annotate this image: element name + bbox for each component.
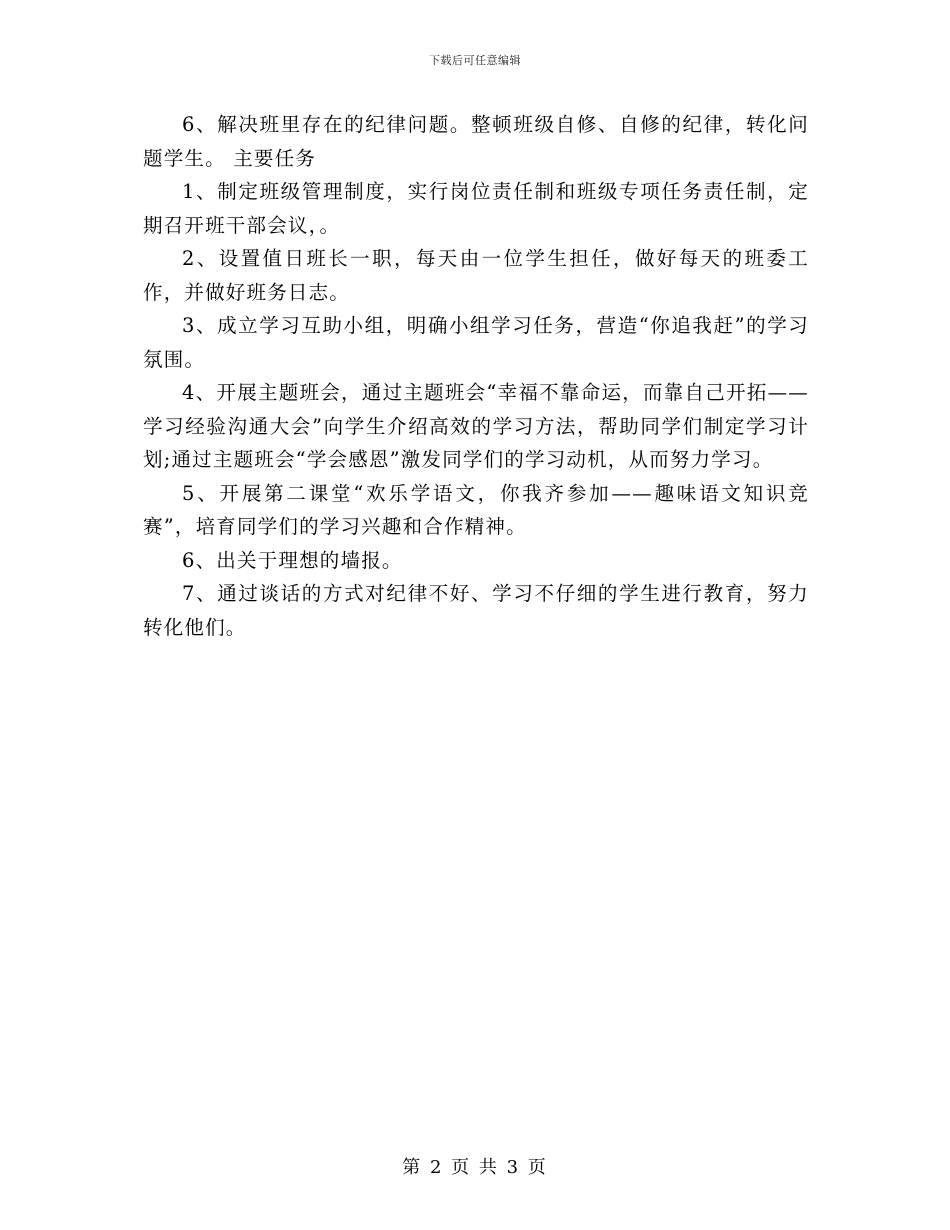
document-body: [143, 108, 809, 644]
page-header: 下载后可任意编辑: [429, 54, 521, 67]
paragraph-task-2: 2、设置值日班长一职，每天由一位学生担任，做好每天的班委工作，并做好班务日志。: [143, 247, 809, 304]
paragraph-task-6: 6、出关于理想的墙报。: [182, 548, 403, 572]
page-number-footer: 第 2 页 共 3 页: [402, 1157, 548, 1178]
paragraph-item-6-discipline: 6、解决班里存在的纪律问题。整顿班级自修、自修的纪律，转化问题学生。 主要任务: [143, 113, 809, 170]
paragraph-task-3: 3、成立学习互助小组，明确小组学习任务，营造“你追我赶”的学习氛围。: [143, 314, 809, 371]
paragraph-task-4: 4、开展主题班会，通过主题班会“幸福不靠命运，而靠自己开拓——学习经验沟通大会”向学生介绍高效的学习方法，帮助同学们制定学习计划;通过主题班会“学会感恩”激发同学们的学习动机，从而努力学习。: [143, 381, 809, 471]
paragraph-task-7: 7、通过谈话的方式对纪律不好、学习不仔细的学生进行教育，努力转化他们。: [143, 582, 809, 639]
paragraph-task-1: 1、制定班级管理制度，实行岗位责任制和班级专项任务责任制，定期召开班干部会议，。: [143, 180, 809, 237]
paragraph-task-5: 5、开展第二课堂“欢乐学语文，你我齐参加——趣味语文知识竞赛”，培育同学们的学习兴趣和合作精神。: [143, 481, 809, 538]
